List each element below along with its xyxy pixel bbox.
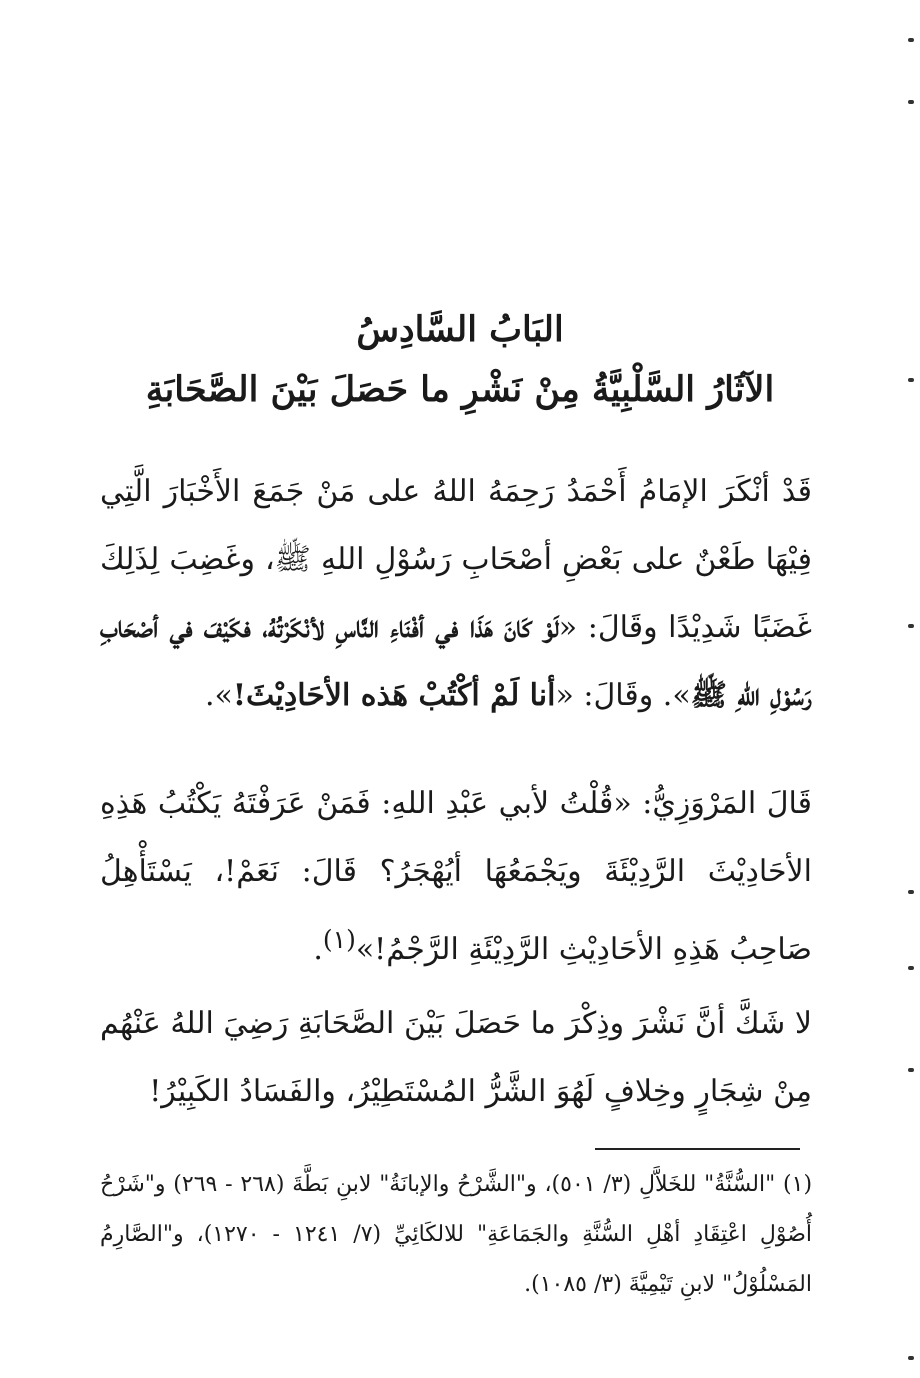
paragraph-conclusion: لا شَكَّ أنَّ نَشْرَ وذِكْرَ ما حَصَلَ بَيْنَ الصَّحَابَةِ رَضِيَ اللهُ عَنْهُم مِنْ شِجَارٍ وخِلافٍ لَهُوَ الشَّرُّ المُسْتَطِيْرُ، والفَسَادُ الكَبِيْرُ! — [100, 1006, 812, 1109]
paragraph-text: ». وقَالَ: « — [555, 678, 691, 713]
scan-edge-mark — [908, 966, 914, 970]
paragraph-marwazi — [100, 770, 812, 984]
ahmad-quote-2: أنا لَمْ أكْتُبْ هَذه الأحَادِيْثَ! — [232, 678, 556, 713]
chapter-title: الآثَارُ السَّلْبِيَّةُ مِنْ نَشْرِ ما حَصَلَ بَيْنَ الصَّحَابَةِ — [145, 369, 775, 410]
paragraph-text: قَالَ المَرْوَزِيُّ: «قُلْتُ لأبي عَبْدِ اللهِ: فَمَنْ عَرَفْتَهُ يَكْتُبُ هَذِهِ الأحَادِيْثَ الرَّدِيْئَةَ ويَجْمَعُهَا أيُهْجَرُ؟ قَالَ: نَعَمْ!، يَسْتَأْهِلُ صَاحِبُ هَذِهِ الأحَادِيْثِ الرَّدِيْئَةِ الرَّجْمُ!» — [100, 786, 812, 967]
footnote-divider — [595, 1148, 800, 1150]
scan-edge-mark — [908, 1356, 914, 1360]
paragraph-text: قَدْ أنْكَرَ الإمَامُ أَحْمَدُ رَحِمَهُ اللهُ على مَنْ جَمَعَ الأَخْبَارَ الَّتِي فِيْهَا طَعْنٌ على بَعْضِ أصْحَابِ رَسُوْلِ اللهِ ﷺ، وغَضِبَ لِذَلِكَ غَضَبًا شَدِيْدًا وقَالَ: « — [100, 474, 812, 645]
paragraph-ahmad-rejection — [100, 458, 812, 730]
ahmad-quote-1: لَوْ كَانَ هَذَا في أفْنَاءِ النَّاسِ لأنْكَرْتُهُ، فكَيْفَ في أصْحَابِ رَسُوْلِ اللهِ ﷺ — [100, 610, 812, 713]
scan-edge-mark — [908, 38, 914, 42]
paragraph-text: . — [313, 932, 323, 967]
scan-edge-mark — [908, 1068, 914, 1072]
chapter-number: البَابُ السَّادِسُ — [356, 309, 564, 350]
chapter-heading — [90, 300, 830, 420]
scan-edge-mark — [908, 378, 914, 382]
scan-edge-mark — [908, 624, 914, 628]
footnote-reference: (١) — [322, 925, 356, 954]
footnote-text: (١) "السُّنَّةُ" للخَلاَّلِ (٣/ ٥٠١)، و"الشَّرْحُ والإبانَةُ" لابنِ بَطَّةَ (٢٦٨ - ٢٦٩) و"شَرْحُ أُصُوْلِ اعْتِقَادِ أهْلِ السُّنَّةِ والجَمَاعَةِ" للالكَائِيِّ (٧/ ١٢٤١ - ١٢٧٠)، و"الصَّارِمُ المَسْلُوْلُ" لابنِ تَيْمِيَّةَ (٣/ ١٠٨٥). — [100, 1172, 813, 1297]
scan-edge-mark — [908, 100, 914, 104]
paragraph-text: ». — [205, 678, 233, 713]
scan-edge-mark — [908, 890, 914, 894]
